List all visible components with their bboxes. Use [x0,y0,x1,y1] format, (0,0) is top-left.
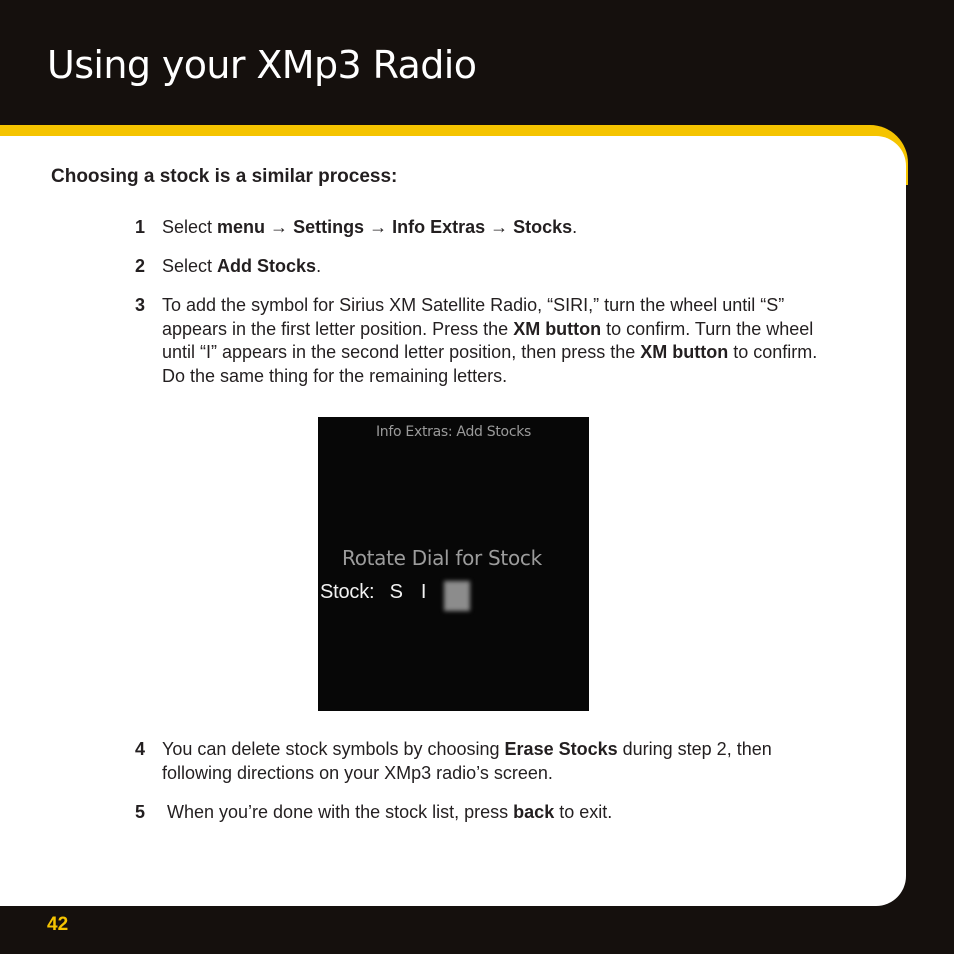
intro-heading: Choosing a stock is a similar process: [51,166,398,187]
content-panel [0,136,906,906]
step-text-run: . [572,217,578,237]
step-3 [135,294,835,388]
stock-letter: I [420,581,427,603]
device-screen-prompt: Rotate Dial for Stock [342,546,542,570]
step-text [162,294,835,388]
emphasis-text: back [513,802,555,822]
step-text-run: to confirm. Do the same thing for the remaining letters. [162,342,818,386]
emphasis-text: Stocks [513,217,573,237]
stock-label: Stock: [320,581,375,603]
step-text-run: → [364,217,393,237]
step-text [162,216,835,240]
step-text-run: → [485,217,514,237]
emphasis-text: XM button [513,318,602,339]
step-text [162,738,835,785]
step-number: 3 [135,295,146,315]
emphasis-text: Erase Stocks [504,739,618,759]
step-5 [135,801,835,825]
device-screen-image [318,417,589,711]
page-title: Using your XMp3 Radio [47,43,477,87]
step-text-run: to confirm. Turn the wheel until “I” appears in the second letter position, then press the [162,318,814,362]
step-text-run: To add the symbol for Sirius XM Satellite Radio, “SIRI,” turn the wheel until “S” appears in the first letter position. Press the [162,295,785,339]
step-number: 4 [135,739,146,759]
emphasis-text: menu [217,217,266,237]
step-4 [135,738,835,785]
step-text-run: When you’re done with the stock list, press [167,802,514,822]
step-1 [135,216,835,240]
page-number: 42 [47,914,69,935]
emphasis-text: Add Stocks [217,256,317,276]
step-number: 1 [135,217,146,237]
stock-letter: S [389,581,403,603]
device-stock-entry [320,581,470,611]
step-2 [135,255,835,279]
step-text-run: You can delete stock symbols by choosing [162,739,505,759]
device-screen-header: Info Extras: Add Stocks [375,424,532,440]
step-text-run: Select [162,256,218,276]
emphasis-text: Settings [293,217,365,237]
step-text [167,801,835,825]
step-text [162,255,835,279]
step-text-run: Select [162,217,218,237]
step-text-run: to exit. [554,802,613,822]
emphasis-text: Info Extras [392,217,486,237]
step-text-run: → [265,217,294,237]
letter-cursor [444,581,470,611]
step-number: 2 [135,256,146,276]
emphasis-text: XM button [640,342,729,362]
step-text-run: . [316,256,322,276]
step-text-run: during step 2, then following directions on your XMp3 radio’s screen. [162,739,772,783]
step-number: 5 [135,802,146,822]
